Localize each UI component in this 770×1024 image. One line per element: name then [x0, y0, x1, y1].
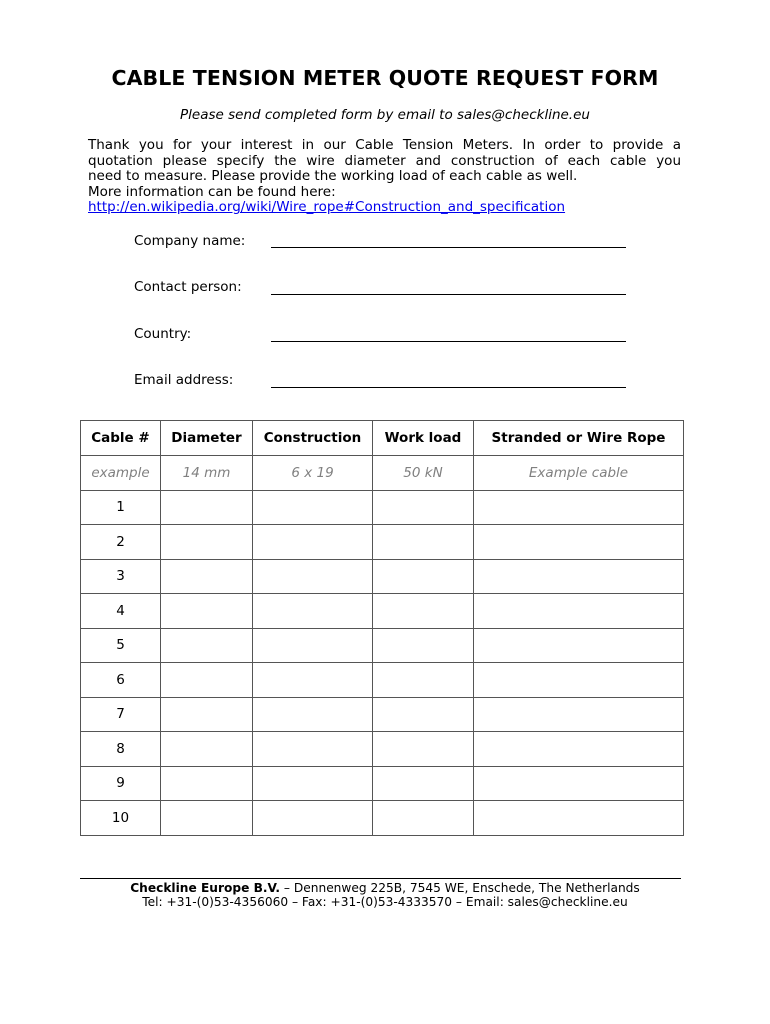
- table-row: [81, 559, 684, 594]
- row-number: 10: [81, 801, 161, 836]
- diameter-cell[interactable]: [161, 525, 253, 560]
- table-row: [81, 801, 684, 836]
- example-diameter-cell: 14 mm: [161, 456, 253, 491]
- work-load-cell[interactable]: [373, 697, 474, 732]
- construction-cell[interactable]: [253, 628, 373, 663]
- construction-cell[interactable]: [253, 525, 373, 560]
- table-row: [81, 766, 684, 801]
- stranded-cell[interactable]: [474, 594, 684, 629]
- row-number: 3: [81, 559, 161, 594]
- construction-cell[interactable]: [253, 697, 373, 732]
- example-cable-cell: example: [81, 456, 161, 491]
- stranded-cell[interactable]: [474, 490, 684, 525]
- row-number: 6: [81, 663, 161, 698]
- construction-cell[interactable]: [253, 663, 373, 698]
- work-load-cell[interactable]: [373, 490, 474, 525]
- work-load-cell[interactable]: [373, 628, 474, 663]
- header-construction: Construction: [253, 421, 373, 456]
- company-name-input[interactable]: [271, 247, 626, 248]
- work-load-cell[interactable]: [373, 766, 474, 801]
- stranded-cell[interactable]: [474, 697, 684, 732]
- work-load-cell[interactable]: [373, 801, 474, 836]
- footer-contact-line: Tel: +31-(0)53-4356060 – Fax: +31-(0)53-4333570 – Email: sales@checkline.eu: [142, 895, 628, 909]
- row-number: 7: [81, 697, 161, 732]
- country-input[interactable]: [271, 341, 626, 342]
- footer: [0, 881, 770, 909]
- header-work-load: Work load: [373, 421, 474, 456]
- contact-person-label: Contact person:: [134, 279, 242, 295]
- table-row: [81, 663, 684, 698]
- diameter-cell[interactable]: [161, 490, 253, 525]
- example-work-load-cell: 50 kN: [373, 456, 474, 491]
- header-diameter: Diameter: [161, 421, 253, 456]
- stranded-cell[interactable]: [474, 628, 684, 663]
- row-number: 4: [81, 594, 161, 629]
- work-load-cell[interactable]: [373, 732, 474, 767]
- diameter-cell[interactable]: [161, 801, 253, 836]
- stranded-cell[interactable]: [474, 801, 684, 836]
- cable-table: [80, 420, 684, 836]
- table-row: [81, 732, 684, 767]
- intro-line-2: quotation please specify the wire diameter and construction of each cable you: [88, 152, 681, 169]
- work-load-cell[interactable]: [373, 663, 474, 698]
- contact-person-input[interactable]: [271, 294, 626, 295]
- intro-line-1: Thank you for your interest in our Cable Tension Meters. In order to provide a: [88, 137, 681, 153]
- stranded-cell[interactable]: [474, 766, 684, 801]
- row-number: 1: [81, 490, 161, 525]
- work-load-cell[interactable]: [373, 525, 474, 560]
- stranded-cell[interactable]: [474, 559, 684, 594]
- footer-divider: [80, 878, 681, 879]
- intro-line-4: More information can be found here:: [88, 183, 336, 200]
- diameter-cell[interactable]: [161, 594, 253, 629]
- construction-cell[interactable]: [253, 766, 373, 801]
- row-number: 8: [81, 732, 161, 767]
- table-row: [81, 628, 684, 663]
- stranded-cell[interactable]: [474, 525, 684, 560]
- form-subtitle: Please send completed form by email to sales@checkline.eu: [180, 107, 590, 123]
- table-header-row: [81, 421, 684, 456]
- construction-cell[interactable]: [253, 594, 373, 629]
- form-title: CABLE TENSION METER QUOTE REQUEST FORM: [111, 66, 659, 90]
- country-label: Country:: [134, 326, 192, 342]
- table-row: [81, 697, 684, 732]
- example-construction-cell: 6 x 19: [253, 456, 373, 491]
- footer-company-name: Checkline Europe B.V.: [130, 881, 281, 895]
- header-stranded-or-wire-rope: Stranded or Wire Rope: [474, 421, 684, 456]
- email-address-label: Email address:: [134, 372, 234, 388]
- wikipedia-link[interactable]: http://en.wikipedia.org/wiki/Wire_rope#Construction_and_specification: [88, 199, 566, 216]
- row-number: 2: [81, 525, 161, 560]
- intro-line-3: need to measure. Please provide the working load of each cable as well.: [88, 168, 578, 185]
- table-row: [81, 594, 684, 629]
- construction-cell[interactable]: [253, 801, 373, 836]
- diameter-cell[interactable]: [161, 663, 253, 698]
- diameter-cell[interactable]: [161, 697, 253, 732]
- row-number: 9: [81, 766, 161, 801]
- row-number: 5: [81, 628, 161, 663]
- work-load-cell[interactable]: [373, 559, 474, 594]
- intro-text: [88, 138, 681, 216]
- footer-address: – Dennenweg 225B, 7545 WE, Enschede, The Netherlands: [280, 881, 640, 895]
- table-row: [81, 525, 684, 560]
- work-load-cell[interactable]: [373, 594, 474, 629]
- stranded-cell[interactable]: [474, 663, 684, 698]
- construction-cell[interactable]: [253, 490, 373, 525]
- diameter-cell[interactable]: [161, 628, 253, 663]
- example-stranded-cell: Example cable: [474, 456, 684, 491]
- footer-address-line: [0, 881, 770, 895]
- construction-cell[interactable]: [253, 732, 373, 767]
- header-cable-number: Cable #: [81, 421, 161, 456]
- company-name-label: Company name:: [134, 233, 246, 249]
- email-address-input[interactable]: [271, 387, 626, 388]
- diameter-cell[interactable]: [161, 766, 253, 801]
- table-row: [81, 490, 684, 525]
- stranded-cell[interactable]: [474, 732, 684, 767]
- construction-cell[interactable]: [253, 559, 373, 594]
- diameter-cell[interactable]: [161, 559, 253, 594]
- example-row: [81, 456, 684, 491]
- diameter-cell[interactable]: [161, 732, 253, 767]
